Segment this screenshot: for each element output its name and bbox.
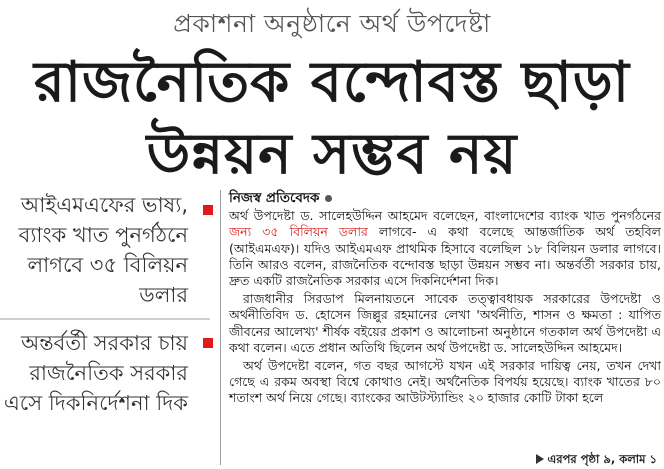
paragraph-text: অর্থ উপদেষ্টা ড. সালেহউদ্দিন আহমেদ বলেছেন, বাংলাদেশের ব্যাংক খাত পুনর্গঠনের	[229, 208, 661, 224]
headline-line-2: উন্নয়ন সম্ভব নয়	[146, 122, 518, 187]
red-bullet-square	[203, 205, 213, 215]
sidebar-highlight-1: আইএমএফের ভাষ্য, ব্যাংক খাত পুনর্গঠনে লাগবে ৩৫ বিলিয়ন ডলার	[18, 193, 188, 307]
sidebar-highlight-2: অন্তর্বর্তী সরকার চায় রাজনৈতিক সরকার এসে দিকনির্দেশনা দিক	[3, 331, 188, 415]
column-divider	[220, 190, 221, 465]
sidebar-highlights	[0, 190, 188, 469]
arrow-right-icon	[536, 454, 544, 464]
headline-line-1: রাজনৈতিক বন্দোবস্ত ছাড়া	[34, 50, 630, 115]
bullet-dot-icon	[325, 195, 332, 202]
byline	[229, 190, 661, 206]
continued-on-page[interactable]	[536, 451, 657, 467]
sidebar-divider	[0, 318, 210, 320]
continued-label: এরপর পৃষ্ঠা ৯, কলাম ১	[547, 451, 657, 466]
paragraph-text: লাগবে- এ কথা বলেছে আন্তর্জাতিক অর্থ তহবিল (আইএমএফ)। যদিও আইএমএফ প্রাথমিক হিসাবে বলেছিল ১৮ বিলিয়ন ডলার লাগবে। তিনি আরও বলেন, রাজনৈতিক বন্দোবস্ত ছাড়া উন্নয়ন সম্ভব না। অন্তর্বর্তী সরকার চায়, দ্রুত একটি রাজনৈতিক সরকার এসে দিকনির্দেশনা দিক।	[229, 224, 661, 289]
red-bullet-square	[203, 338, 213, 348]
article-paragraph: অর্থ উপদেষ্টা বলেন, গত বছর আগস্টে যখন এই সরকার দায়িত্ব নেয়, তখন দেখা গেছে এ রকম অবস্থা বিশ্বে কোথাও নেই। অর্থনৈতিক বিপর্যয় হয়েছে। ব্যাংক খাতের ৮০ শতাংশ অর্থ নিয়ে গেছে। ব্যাংকের আউটস্ট্যান্ডিং ২০ হাজার কোটি টাকা হলে	[229, 358, 661, 406]
article-body	[229, 190, 661, 469]
highlighted-text: জন্য ৩৫ বিলিয়ন ডলার	[229, 224, 368, 240]
article-paragraph	[229, 208, 661, 289]
article-paragraph: রাজধানীর সিরডাপ মিলনায়তনে সাবেক তত্ত্বাবধায়ক সরকারের উপদেষ্টা ও অর্থনীতিবিদ ড. হোসেন জিল্লুর রহমানের লেখা 'অর্থনীতি, শাসন ও ক্ষমতা : যাপিত জীবনের আলেখ্য' শীর্ষক বইয়ের প্রকাশ ও আলোচনা অনুষ্ঠানে গতকাল অর্থ উপদেষ্টা এ কথা বলেন। এতে প্রধান অতিথি ছিলেন অর্থ উপদেষ্টা ড. সালেহউদ্দিন আহমেদ।	[229, 291, 661, 355]
kicker: প্রকাশনা অনুষ্ঠানে অর্থ উপদেষ্টা	[173, 9, 491, 38]
byline-text: নিজস্ব প্রতিবেদক	[229, 190, 320, 206]
